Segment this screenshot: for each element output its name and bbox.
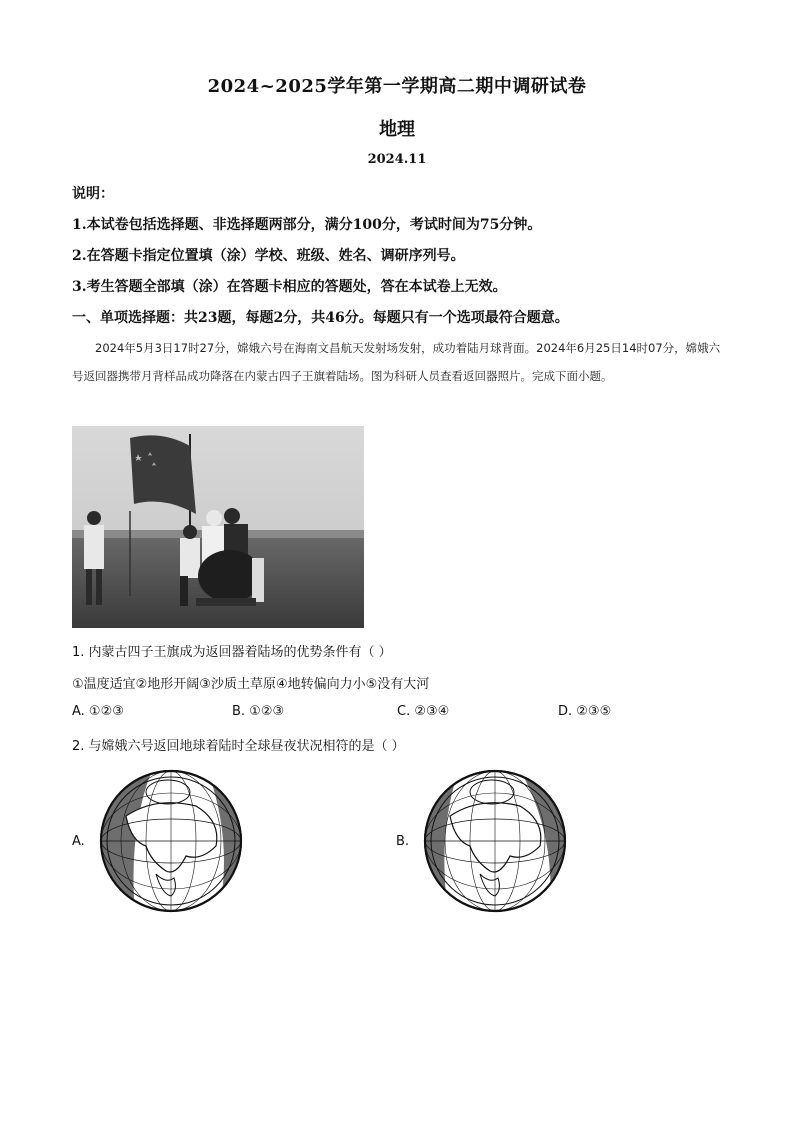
instruction-item-3: 3.考生答题全部填（涂）在答题卡相应的答题处，答在本试卷上无效。 [72, 279, 507, 295]
instruction-item-1: 1.本试卷包括选择题、非选择题两部分，满分100分，考试时间为75分钟。 [72, 217, 542, 233]
question-1-conditions: ①温度适宜②地形开阔③沙质土草原④地转偏向力小⑤没有大河 [72, 677, 430, 692]
question-1-option-b[interactable]: B. ①②③ [232, 704, 285, 719]
globe-option-a[interactable] [96, 766, 246, 916]
exam-title: 2024~2025学年第一学期高二期中调研试卷 [207, 76, 587, 97]
instructions-heading: 说明： [72, 186, 114, 202]
exam-subject: 地理 [379, 119, 415, 140]
globe-option-b[interactable] [420, 766, 570, 916]
passage-text: 2024年5月3日17时27分，嫦娥六号在海南文昌航天发射场发射，成功着陆月球背面。2024年6月25日14时07分，嫦娥六号返回器携带月背样品成功降落在内蒙古四子王旗着陆场。图为科研人员查看返回器照片。完成下面小题。 [72, 341, 721, 383]
globe-label-b[interactable]: B. [396, 834, 410, 849]
section-heading: 一、单项选择题：共23题，每题2分，共46分。每题只有一个选项最符合题意。 [72, 310, 569, 326]
question-2-stem: 2. 与嫦娥六号返回地球着陆时全球昼夜状况相符的是（ ） [72, 739, 405, 754]
globe-label-a[interactable]: A. [72, 834, 85, 849]
question-1-option-d[interactable]: D. ②③⑤ [558, 704, 612, 719]
question-1-option-a[interactable]: A. ①②③ [72, 704, 124, 719]
question-1-stem: 1. 内蒙古四子王旗成为返回器着陆场的优势条件有（ ） [72, 645, 392, 660]
exam-date: 2024.11 [367, 152, 427, 167]
question-1-option-c[interactable]: C. ②③④ [397, 704, 450, 719]
instruction-item-2: 2.在答题卡指定位置填（涂）学校、班级、姓名、调研序列号。 [72, 248, 465, 264]
capsule-landing-photo [72, 426, 364, 628]
